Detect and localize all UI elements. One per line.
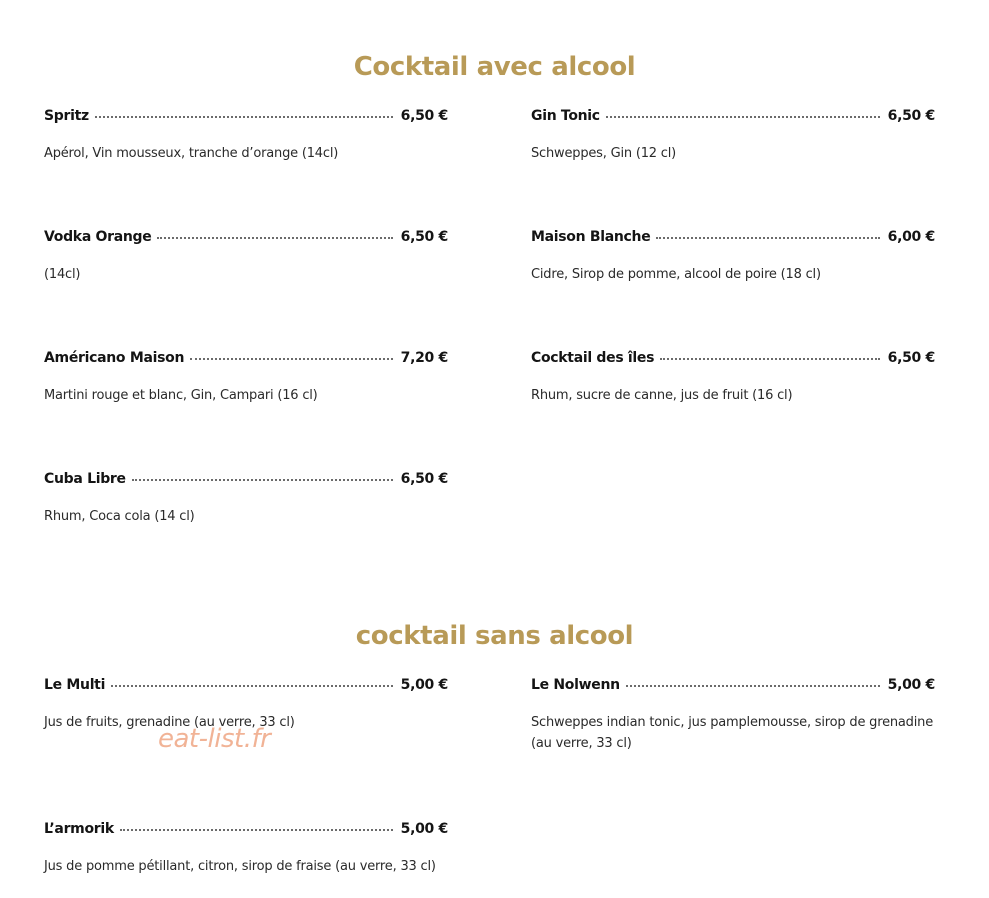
item-description: Apérol, Vin mousseux, tranche d’orange (14cl) <box>44 146 339 161</box>
item-name: L’armorik <box>44 821 114 837</box>
item-description: Schweppes indian tonic, jus pamplemousse, sirop de grenadine (au verre, 33 cl) <box>531 715 933 751</box>
dot-leader <box>120 820 393 831</box>
item-description: Rhum, Coca cola (14 cl) <box>44 509 195 524</box>
dot-leader <box>132 470 393 481</box>
item-name: Cuba Libre <box>44 471 126 487</box>
item-name: Cocktail des îles <box>531 350 655 366</box>
item-price: 6,00 € <box>887 229 935 245</box>
item-name: Le Multi <box>44 677 106 693</box>
dot-leader <box>95 107 393 118</box>
menu-item-vodka-orange <box>44 229 448 285</box>
item-description: Schweppes, Gin (12 cl) <box>531 146 677 161</box>
section-title-non-alcohol: cocktail sans alcool <box>355 621 634 651</box>
item-name: Maison Blanche <box>531 229 651 245</box>
item-name: Gin Tonic <box>531 108 600 124</box>
menu-item-le-nolwenn <box>531 677 935 754</box>
item-price: 6,50 € <box>887 350 935 366</box>
item-price: 6,50 € <box>400 229 448 245</box>
menu-item-cuba-libre <box>44 471 448 527</box>
menu-item-spritz <box>44 108 448 164</box>
watermark: eat-list.fr <box>158 724 271 754</box>
dot-leader <box>656 228 879 239</box>
dot-leader <box>111 676 393 687</box>
item-price: 6,50 € <box>887 108 935 124</box>
item-price: 6,50 € <box>400 108 448 124</box>
item-description: Martini rouge et blanc, Gin, Campari (16 cl) <box>44 388 318 403</box>
dot-leader <box>190 349 393 360</box>
item-name: Spritz <box>44 108 89 124</box>
item-name: Le Nolwenn <box>531 677 620 693</box>
item-description: Jus de pomme pétillant, citron, sirop de fraise (au verre, 33 cl) <box>44 859 436 874</box>
item-name: Américano Maison <box>44 350 185 366</box>
menu-item-maison-blanche <box>531 229 935 285</box>
item-price: 7,20 € <box>400 350 448 366</box>
section-title-alcohol: Cocktail avec alcool <box>353 52 636 82</box>
menu-item-americano-maison <box>44 350 448 406</box>
dot-leader <box>157 228 392 239</box>
item-price: 6,50 € <box>400 471 448 487</box>
dot-leader <box>606 107 880 118</box>
item-price: 5,00 € <box>887 677 935 693</box>
item-price: 5,00 € <box>400 821 448 837</box>
item-description: Jus de fruits, grenadine (au verre, 33 cl) <box>44 715 295 730</box>
dot-leader <box>660 349 879 360</box>
menu-item-cocktail-des-iles <box>531 350 935 406</box>
item-description: (14cl) <box>44 267 81 282</box>
item-price: 5,00 € <box>400 677 448 693</box>
dot-leader <box>626 676 880 687</box>
item-name: Vodka Orange <box>44 229 152 245</box>
item-description: Rhum, sucre de canne, jus de fruit (16 cl) <box>531 388 793 403</box>
menu-item-gin-tonic <box>531 108 935 164</box>
item-description: Cidre, Sirop de pomme, alcool de poire (18 cl) <box>531 267 821 282</box>
menu-item-larmorik <box>44 821 448 877</box>
